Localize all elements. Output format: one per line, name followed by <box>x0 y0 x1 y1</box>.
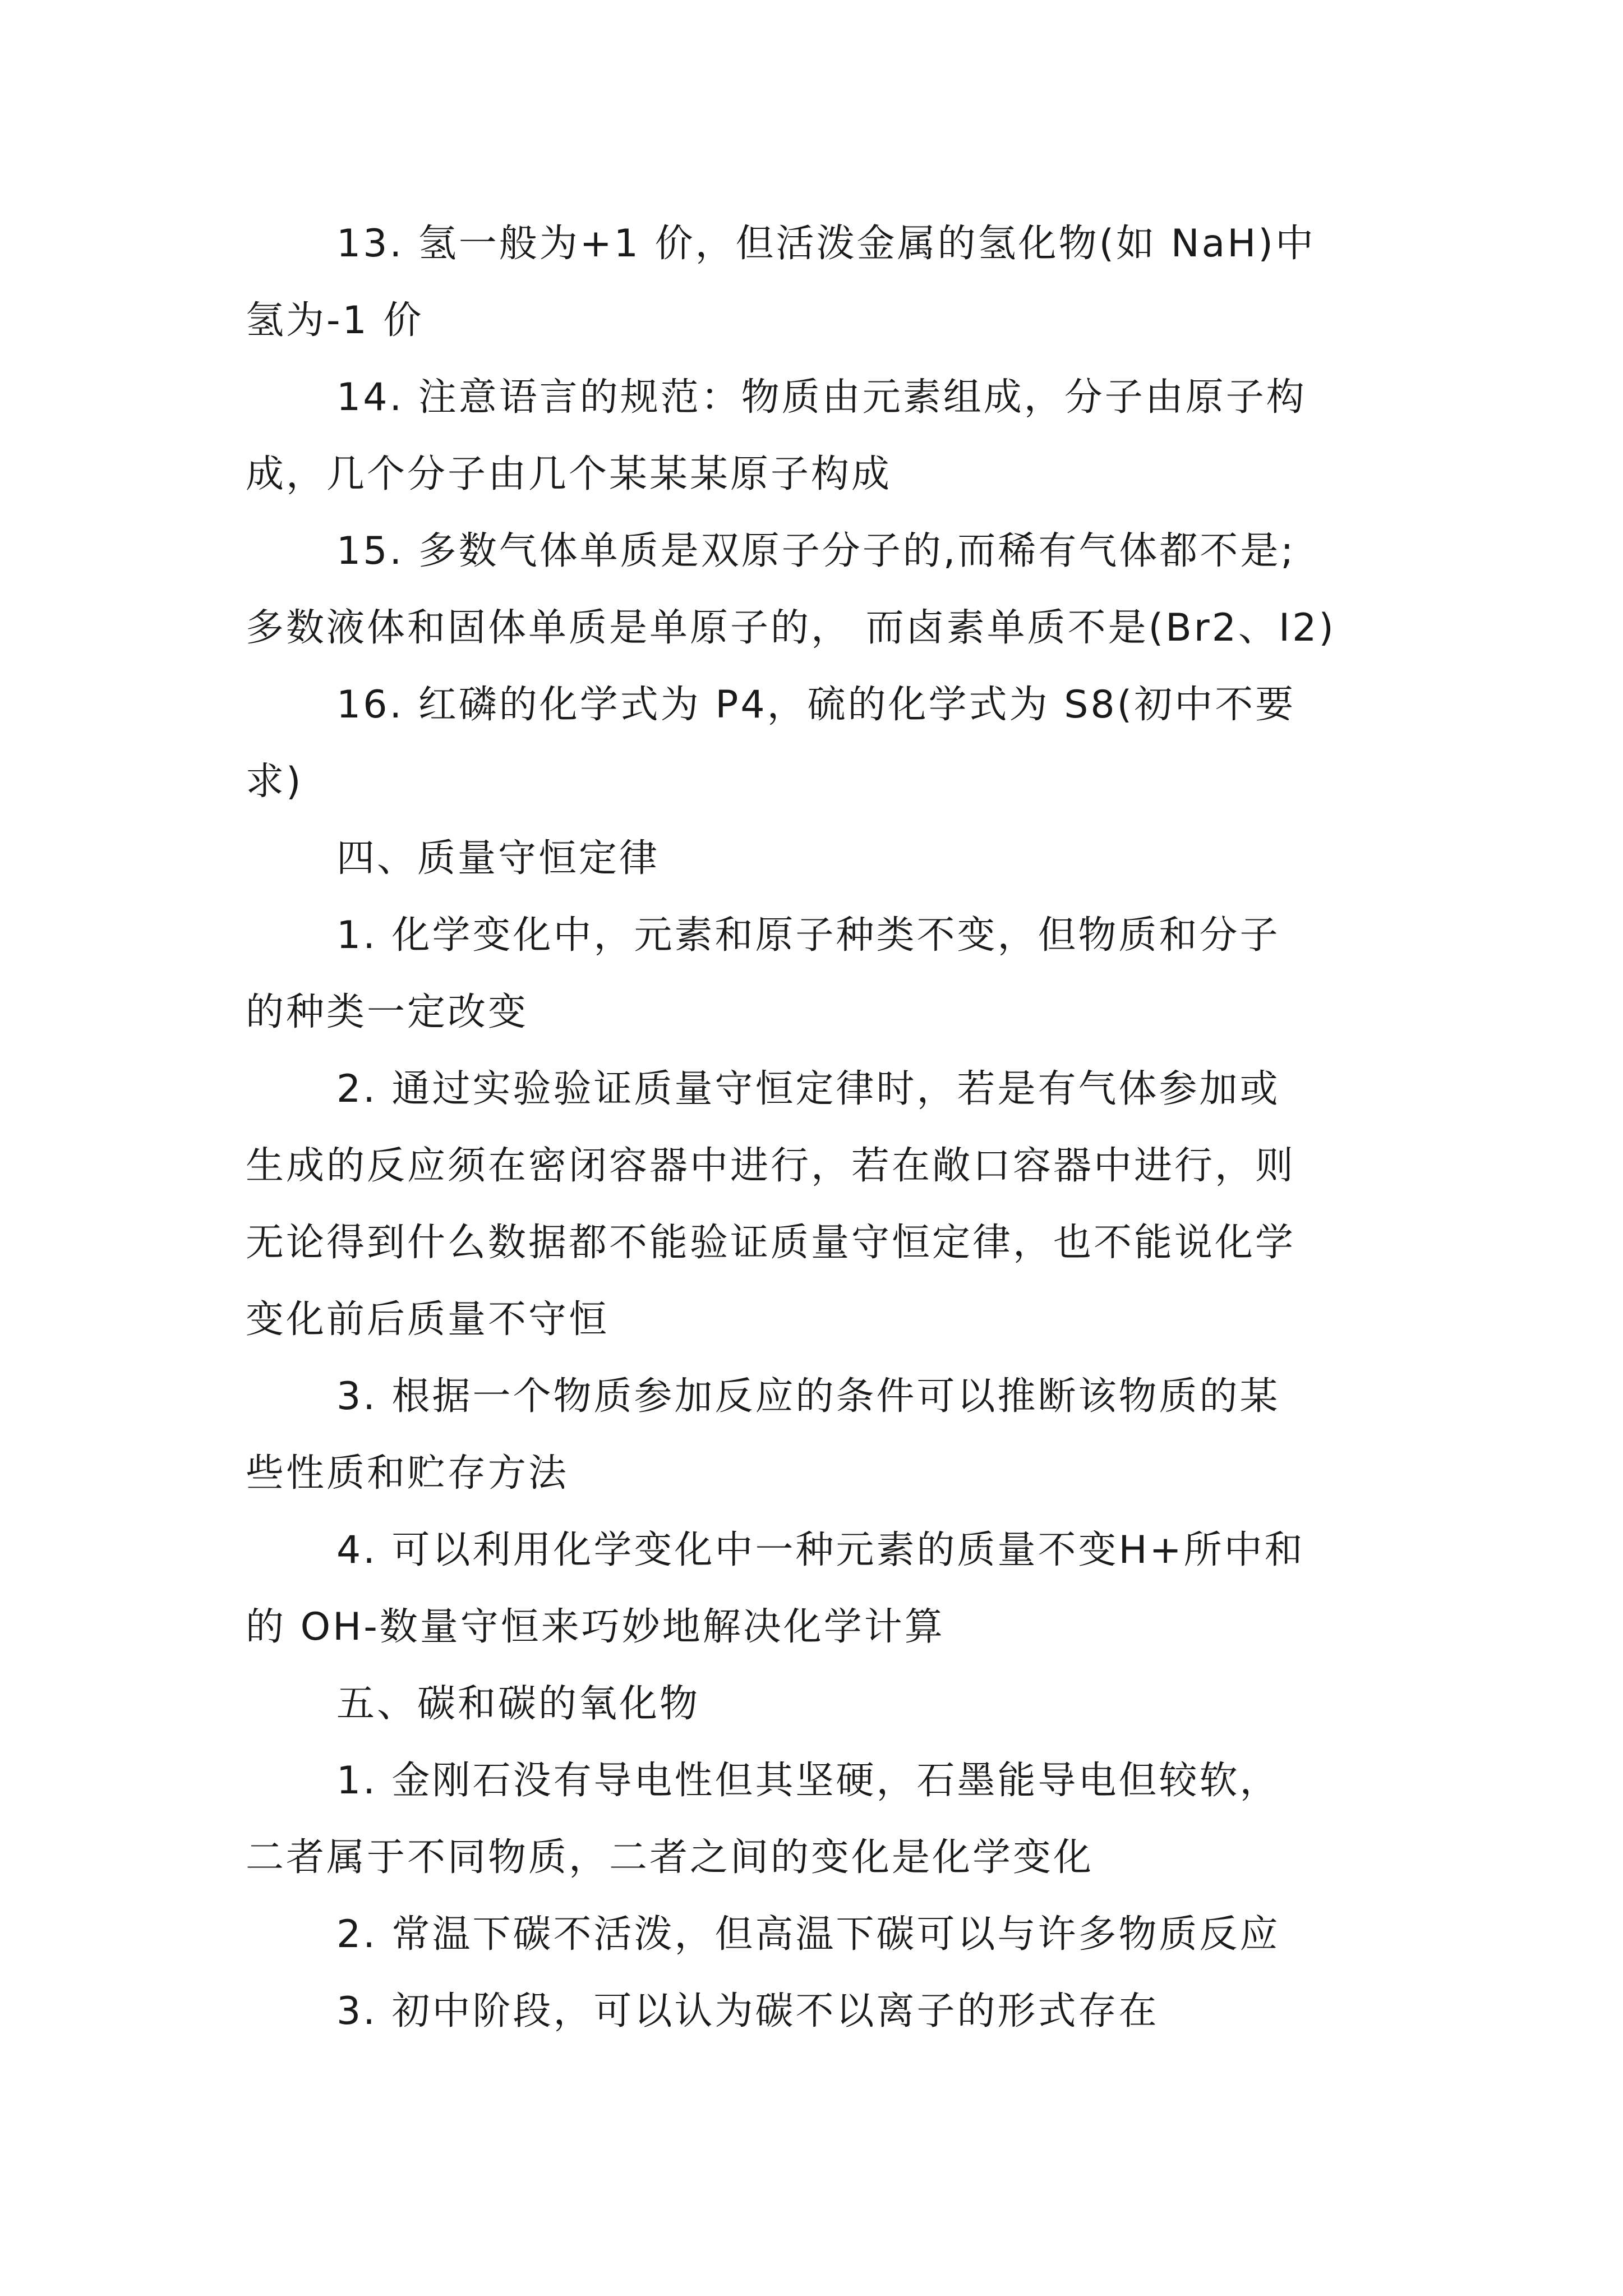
text-line: 13. 氢一般为+1 价，但活泼金属的氢化物(如 NaH)中 <box>336 222 1316 266</box>
text-line: 变化前后质量不守恒 <box>246 1297 610 1342</box>
text-line: 的 OH-数量守恒来巧妙地解决化学计算 <box>246 1605 945 1649</box>
paragraph-carbon-3 <box>246 1973 1390 2050</box>
text-line: 成，几个分子由几个某某某原子构成 <box>246 452 892 496</box>
text-line: 的种类一定改变 <box>246 990 529 1034</box>
section-heading: 五、碳和碳的氧化物 <box>336 1682 700 1726</box>
paragraph-carbon-1 <box>246 1742 1390 1896</box>
text-line: 生成的反应须在密闭容器中进行，若在敞口容器中进行，则 <box>246 1144 1296 1188</box>
text-line: 3. 根据一个物质参加反应的条件可以推断该物质的某 <box>336 1374 1280 1419</box>
text-line: 氢为-1 价 <box>246 298 424 343</box>
text-line: 多数液体和固体单质是单原子的， 而卤素单质不是(Br2、I2) <box>246 606 1336 650</box>
section-heading-mass-conservation <box>246 820 1390 897</box>
paragraph-mass-4 <box>246 1512 1390 1665</box>
paragraph-mass-3 <box>246 1358 1390 1512</box>
paragraph-carbon-2 <box>246 1896 1390 1973</box>
text-line: 些性质和贮存方法 <box>246 1451 569 1496</box>
text-line: 求) <box>246 760 303 804</box>
text-line: 16. 红磷的化学式为 P4，硫的化学式为 S8(初中不要 <box>336 683 1296 727</box>
paragraph-15 <box>246 513 1390 666</box>
document-body <box>246 205 1390 2050</box>
paragraph-mass-1 <box>246 897 1390 1051</box>
text-line: 二者属于不同物质，二者之间的变化是化学变化 <box>246 1835 1094 1880</box>
text-line: 3. 初中阶段，可以认为碳不以离子的形式存在 <box>336 1989 1159 2033</box>
section-heading-carbon <box>246 1665 1390 1742</box>
paragraph-13 <box>246 205 1390 359</box>
text-line: 无论得到什么数据都不能验证质量守恒定律，也不能说化学 <box>246 1221 1296 1265</box>
paragraph-mass-2 <box>246 1051 1390 1358</box>
text-line: 2. 通过实验验证质量守恒定律时，若是有气体参加或 <box>336 1067 1280 1111</box>
section-heading: 四、质量守恒定律 <box>336 836 660 881</box>
paragraph-16 <box>246 666 1390 820</box>
text-line: 1. 化学变化中，元素和原子种类不变，但物质和分子 <box>336 913 1280 958</box>
text-line: 14. 注意语言的规范：物质由元素组成，分子由原子构 <box>336 375 1307 420</box>
text-line: 15. 多数气体单质是双原子分子的,而稀有气体都不是; <box>336 529 1296 573</box>
paragraph-14 <box>246 359 1390 513</box>
text-line: 2. 常温下碳不活泼，但高温下碳可以与许多物质反应 <box>336 1912 1280 1957</box>
text-line: 1. 金刚石没有导电性但其坚硬，石墨能导电但较软， <box>336 1759 1280 1803</box>
text-line: 4. 可以利用化学变化中一种元素的质量不变H+所中和 <box>336 1528 1305 1572</box>
